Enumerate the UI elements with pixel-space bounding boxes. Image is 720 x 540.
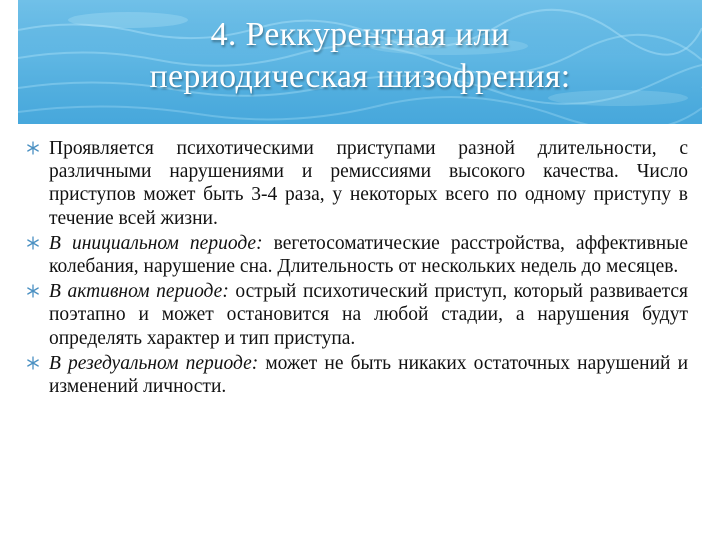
bullet-item bbox=[26, 352, 688, 398]
slide-title bbox=[18, 14, 702, 98]
bullet-text: Проявляется психотическими приступами разной длительности, с различными нарушениями и ремиссиями высокого качества. Число приступов может быть 3-4 раза, у некоторых всего по одному приступу в течение всей жизни. bbox=[49, 138, 688, 229]
snowflake-icon bbox=[26, 356, 40, 370]
bullet-list bbox=[26, 137, 688, 398]
bullet-text: острый психотический приступ, который развивается поэтапно и может остановится на любой стадии, а нарушения будут определять характер и тип приступа. bbox=[49, 281, 688, 349]
bullet-italic: В инициальном периоде: bbox=[49, 232, 263, 254]
snowflake-icon bbox=[26, 236, 40, 250]
snowflake-icon bbox=[26, 141, 40, 155]
bullet-text: может не быть никаких остаточных нарушений и изменений личности. bbox=[49, 352, 689, 398]
bullet-item bbox=[26, 280, 688, 350]
bullet-italic: В активном периоде: bbox=[49, 281, 229, 303]
title-line-2: периодическая шизофрения: bbox=[149, 58, 571, 95]
bullet-italic: В резедуальном периоде: bbox=[49, 352, 259, 374]
bullet-item bbox=[26, 232, 688, 278]
bullet-item bbox=[26, 137, 688, 230]
snowflake-icon bbox=[26, 284, 40, 298]
title-line-1: 4. Реккурентная или bbox=[210, 16, 510, 53]
bullet-text: вегетосоматические расстройства, аффективные колебания, нарушение сна. Длительность от нескольких недель до месяцев. bbox=[49, 232, 688, 278]
title-banner bbox=[18, 0, 702, 124]
